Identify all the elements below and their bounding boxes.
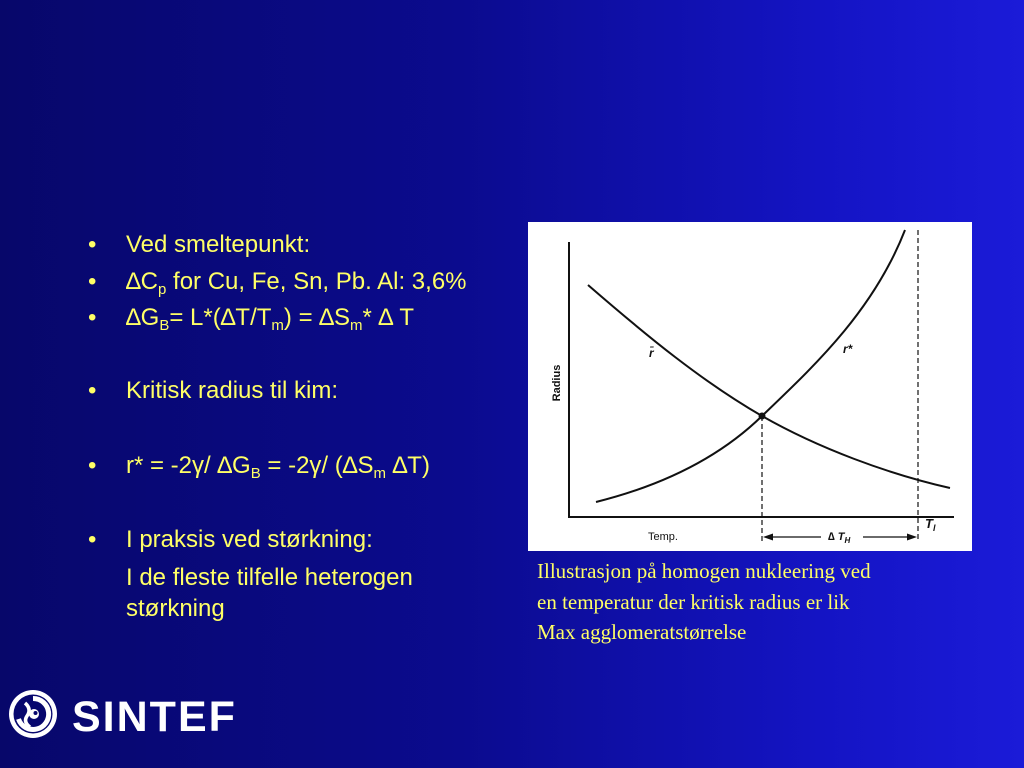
bullet-marker: • <box>88 268 97 295</box>
arrowhead-right <box>907 534 917 541</box>
subscript: p <box>158 281 167 298</box>
t-liquidus-subscript: l <box>932 523 936 533</box>
text-segment: for Cu, Fe, Sn, Pb. Al: 3,6% <box>166 268 467 295</box>
bullet-text <box>126 526 373 554</box>
text-segment: = -2γ/ (∆S <box>260 452 374 479</box>
r-bar-curve <box>588 285 950 488</box>
text-segment: ∆T) <box>385 452 430 479</box>
bullet-item <box>0 231 520 259</box>
nucleation-figure <box>528 222 972 551</box>
bullet-text <box>126 377 338 405</box>
text-segment: ) = ∆S <box>283 304 350 331</box>
text-segment: r* = -2γ/ ∆G <box>126 452 251 479</box>
subscript: m <box>349 317 363 334</box>
r-star-label: r* <box>843 342 853 356</box>
text-segment: ∆G <box>126 304 160 331</box>
text-segment: * ∆ T <box>362 304 415 331</box>
bullet-subtext: I de fleste tilfelle heterogen størkning <box>126 564 413 622</box>
bullet-text <box>126 452 430 480</box>
subscript: m <box>271 317 284 334</box>
bullet-text <box>126 304 414 332</box>
delta-t-text: ∆ T <box>828 531 845 543</box>
caption-line: Max agglomeratstørrelse <box>537 620 747 644</box>
bullet-item <box>0 304 520 332</box>
bullet-text <box>126 268 467 296</box>
sintef-emblem-graphic <box>8 689 58 739</box>
bullet-marker: • <box>88 304 97 331</box>
arrowhead-left <box>763 534 773 541</box>
bullet-item <box>0 268 520 296</box>
subscript: B <box>159 317 170 334</box>
bullet-item <box>0 526 520 554</box>
sintef-emblem-icon <box>8 689 58 739</box>
bullet-item <box>0 452 520 480</box>
figure-caption <box>537 556 871 648</box>
caption-line: Illustrasjon på homogen nukleering ved <box>537 559 871 583</box>
r-bar-label: r̄ <box>649 346 654 360</box>
delta-t-subscript: H <box>844 536 851 545</box>
bullet-item <box>0 377 520 405</box>
text-segment: Ved smeltepunkt: <box>126 231 311 258</box>
bullet-marker: • <box>88 452 97 479</box>
text-segment: I praksis ved størkning: <box>126 526 373 553</box>
y-axis-label: Radius <box>551 364 563 402</box>
sintef-logo-text: SINTEF <box>72 693 237 741</box>
text-segment: Kritisk radius til kim: <box>126 377 339 404</box>
bullet-text <box>126 231 310 259</box>
bullet-marker: • <box>88 526 97 553</box>
t-liquidus-text: T <box>925 516 933 531</box>
bullet-marker: • <box>88 231 97 258</box>
caption-line: en temperatur der kritisk radius er lik <box>537 589 850 614</box>
delta-t-label <box>828 531 851 545</box>
text-segment: = L*(∆T/T <box>169 304 272 331</box>
nucleation-diagram <box>528 222 972 551</box>
intersection-point <box>759 413 766 420</box>
subscript: m <box>373 465 386 482</box>
x-axis-label: Temp. <box>648 531 678 543</box>
text-segment: ∆C <box>126 268 159 295</box>
bullet-marker: • <box>88 377 97 404</box>
subscript: B <box>250 465 261 482</box>
t-liquidus-label <box>925 516 936 533</box>
